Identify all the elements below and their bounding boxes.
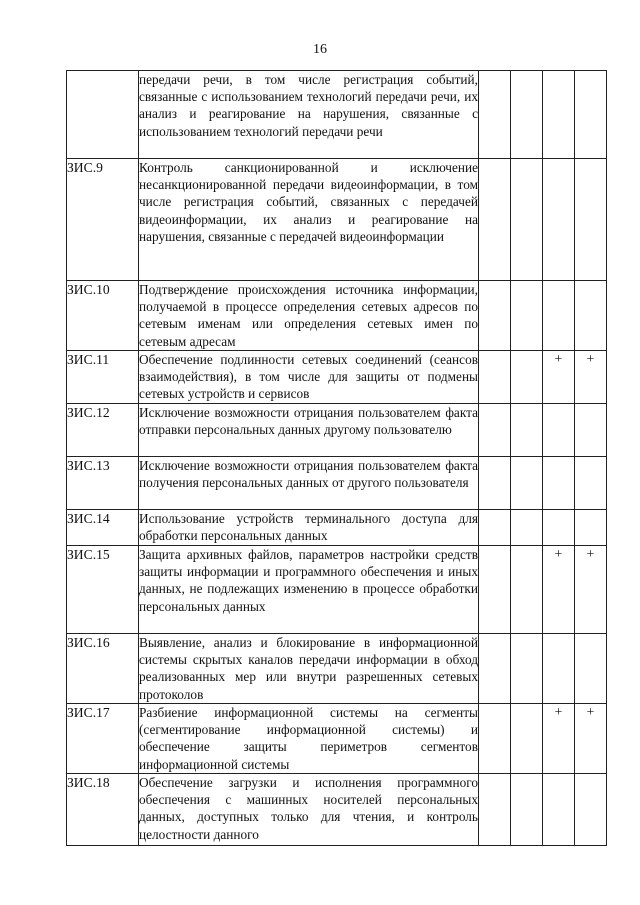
level-mark [511,704,543,774]
measure-code: ЗИС.17 [67,704,139,774]
measure-description: Обеспечение подлинности сетевых соединений (сеансов взаимодействия), в том числе для защиты от подмены сетевых устройств и сервисов [139,351,479,404]
level-mark: + [575,704,607,774]
measure-description: Защита архивных файлов, параметров настройки средств защиты информации и программного обеспечения и иных данных, не подлежащих изменению в процессе обработки персональных данных [139,546,479,634]
measure-description: Выявление, анализ и блокирование в информационной системы скрытых каналов передачи информации в обход реализованных мер или внутри разрешенных сетевых протоколов [139,635,478,702]
measure-code: ЗИС.14 [67,510,139,546]
measure-code: ЗИС.12 [67,404,139,457]
level-mark [511,281,543,351]
security-measures-table [66,70,607,846]
measure-code: ЗИС.18 [67,774,139,846]
level-mark [575,71,607,159]
table-row [67,281,607,351]
measure-code: ЗИС.13 [67,457,139,510]
table-row [67,457,607,510]
level-mark [543,774,575,846]
measure-description: Исключение возможности отрицания пользователем факта получения персональных данных от другого пользователя [139,457,479,510]
level-mark [479,634,511,704]
level-mark [543,510,575,546]
level-mark [543,457,575,510]
level-mark [479,404,511,457]
level-mark [575,404,607,457]
level-mark [479,457,511,510]
level-mark [511,71,543,159]
level-mark: + [543,546,575,634]
level-mark [479,704,511,774]
table-row [67,704,607,774]
level-mark [479,510,511,546]
level-mark [511,404,543,457]
measure-description: Использование устройств терминального доступа для обработки персональных данных [139,510,479,546]
level-mark [543,404,575,457]
level-mark [575,281,607,351]
level-mark [479,159,511,281]
level-mark [543,281,575,351]
measure-code: ЗИС.9 [67,159,139,281]
table-row [67,71,607,159]
table-row [67,351,607,404]
measure-code: ЗИС.15 [67,546,139,634]
level-mark [543,159,575,281]
measure-code: ЗИС.10 [67,281,139,351]
level-mark [511,159,543,281]
measure-description: Контроль санкционированной и исключение несанкционированной передачи видеоинформации, в том числе регистрация событий, связанных с передачей видеоинформации, их анализ и реагирование на нарушения, связанные с передачей видеоинформации [139,159,479,281]
measure-description: Исключение возможности отрицания пользователем факта отправки персональных данных другому пользователю [139,404,479,457]
level-mark [511,546,543,634]
level-mark [511,774,543,846]
measure-description: передачи речи, в том числе регистрация событий, связанные с использованием технологий передачи речи, их анализ и реагирование на нарушения, связанные с использованием технологий передачи речи [139,71,479,159]
level-mark [479,774,511,846]
level-mark [575,159,607,281]
level-mark [479,281,511,351]
level-mark [575,457,607,510]
level-mark: + [575,546,607,634]
table-row [67,404,607,457]
table-row [67,546,607,634]
level-mark [575,634,607,704]
level-mark [511,457,543,510]
measure-code: ЗИС.16 [67,634,139,704]
level-mark: + [543,351,575,404]
measure-code: ЗИС.11 [67,351,139,404]
level-mark [479,351,511,404]
table-row [67,634,607,704]
measure-description: Подтверждение происхождения источника информации, получаемой в процессе определения сетевых адресов по сетевым именам или определения сетевых имен по сетевым адресам [139,282,478,349]
level-mark: + [543,704,575,774]
level-mark [511,510,543,546]
page-number: 16 [313,42,327,57]
measure-code [67,71,139,159]
table-row [67,159,607,281]
level-mark: + [575,351,607,404]
measure-description: Обеспечение загрузки и исполнения программного обеспечения с машинных носителей персональных данных, доступных только для чтения, и контроль целостности данного [139,774,479,846]
level-mark [479,546,511,634]
level-mark [543,634,575,704]
level-mark [575,510,607,546]
table-row [67,510,607,546]
level-mark [575,774,607,846]
measure-description: Разбиение информационной системы на сегменты (сегментирование информационной системы) и обеспечение защиты периметров сегментов информационной системы [139,705,478,772]
level-mark [543,71,575,159]
level-mark [479,71,511,159]
level-mark [511,634,543,704]
table-row [67,774,607,846]
level-mark [511,351,543,404]
